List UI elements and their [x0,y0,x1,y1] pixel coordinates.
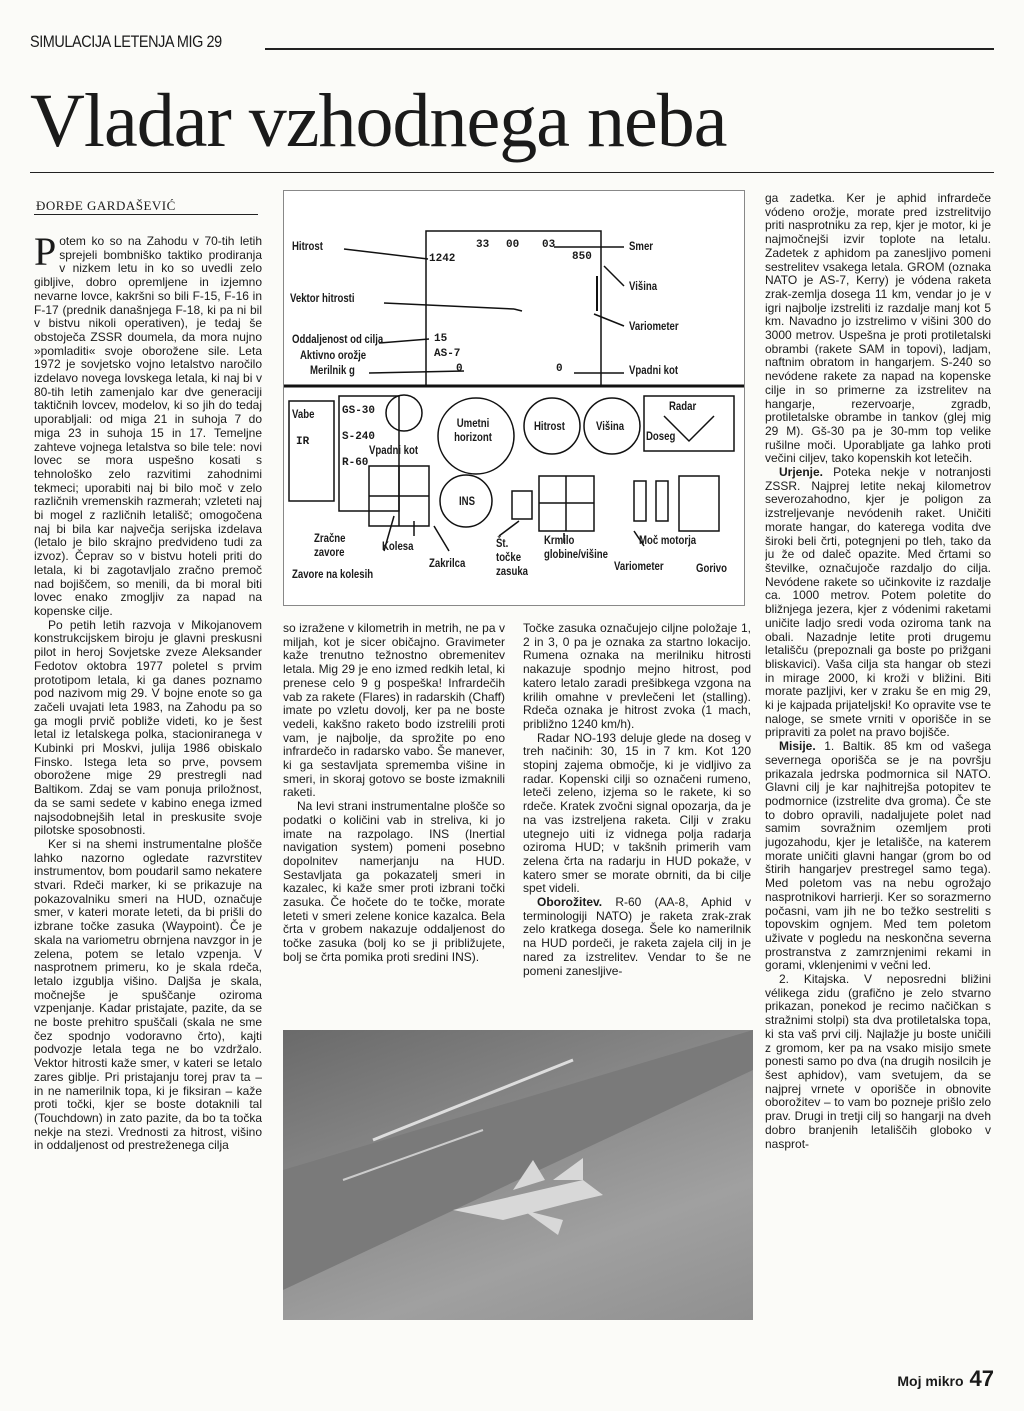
throttle-bar [656,481,668,521]
label-variometer: Variometer [629,319,679,333]
paragraph: Poteka nekje v notranjosti ZSSR. Najprej letite nekaj kilometrov severozahodno, kjer je poligon za izstreljevanje nevódenih raket. Uničiti morate hangar, do katerega vodita dve široki beli črti, potegnjeni po tleh, tako da ju že od daleč opazite. Med črtami so številke, označujoče razdaljo do cilja. Nevódene rakete so učinkovite iz razdalje ca. 1000 metrov. Potem poletite do bližnjega jezera, kjer z vódenimi raketami uničite ladjo sredi voda oziroma tank na obali. Nazadnje letite proti drugemu letališču (prepoznali ga boste po prižgani bliskavici). Vaša cilja sta hangar ob stezi in mirage 2000, ki kroži v bližini. Biti morate pazljivi, ker v zraku še en mig 29, ki je kajpada prijateljski! Ko opravite vse te naloge, se smete vrniti v oporišče in se pripraviti za polet na pravo bojišče. [765,465,991,740]
section-keyword: Oborožitev. [537,895,603,910]
fuel-gauge [679,476,719,531]
drop-cap: P [34,235,57,274]
velocity-vector [514,309,522,311]
label-smer: Smer [629,239,654,253]
label-tocke: Št. točke zasuka [496,536,529,578]
page-number: 47 [969,1366,994,1391]
column-3 [523,622,751,1024]
label-merilnik: Merilnik g [310,363,355,377]
label-zavore-kolesih: Zavore na kolesih [292,567,374,581]
hud-distance: 15 [434,333,448,345]
leader-line [369,371,464,373]
label-vektor: Vektor hitrosti [290,291,355,305]
leader-line [499,521,519,536]
label-vabe: Vabe [292,407,315,421]
label-radar: Radar [669,399,697,413]
column-4 [765,192,991,1332]
game-screenshot-photo [283,1030,753,1320]
hud-heading: 03 [542,239,556,251]
label-zracne: Zračne zavore [314,531,346,559]
paragraph: R-60 (AA-8, Aphid v terminologiji NATO) je raketa zrak-zrak zelo kratkega dosega. Šele ko namerilnik na HUD pordeči, je raketa zajela cilj in je nared za izstrelitev. Vendar to še ne pomeni zanesljive- [523,895,751,978]
leader-line [384,303,514,309]
label-visina: Višina [629,279,658,293]
throttle-bar [634,481,646,521]
leader-line [594,314,624,326]
label-moc: Moč motorja [639,533,697,547]
aoa-gauge [386,395,422,431]
label-vpadni: Vpadni kot [629,363,679,377]
paragraph: 2. Kitajska. V neposredni bližini vélikega zidu (grafično je zelo stvarno prikazan, ponekod je recimo načičkan s stražnimi stolpi) sta dva protiletalska topa, ki sta vaš prvi cilj. Najlažje ju boste uničili z gromom, ker pa na vsako misijo smete ponesti samo po dva (na drugih nosilcih je šest aphidov), vam svetujem, da se najprej vrnete v oporišče in obnovite oborožitev – to vam bo pozneje prišlo zelo prav. Drugi in tretji cilj so hangarji na dveh dobro branjenih letališčih globoko v nasprot- [765,972,991,1151]
column-1 [34,235,262,1325]
photo-svg [283,1030,753,1320]
label-ins: INS [459,494,476,508]
author-byline: ĐORĐE GARDAŠEVIĆ [36,198,176,213]
hud-g: 0 [456,363,463,375]
weapon-gs30: GS-30 [342,405,376,417]
label-krmilo: Krmilo globine/višine [544,533,609,561]
label-panel-hitrost: Hitrost [534,419,565,433]
label-zakrilca: Zakrilca [429,556,466,570]
lead-paragraph: otem ko so na Zahodu v 70-tih letih sprejeli bombniško taktiko prodiranja v nizkem letu in ko so uvedli zelo gibljive, dobro opremljene in izjemno nevarne lovce, kakršni so bili F-15, F-16 in F-17 (prednik današnjega F-18, ki pa ni bil v bistvu nikoli operativen), je tedaj še obstoječa ZSSR doumela, da mora nujno »pomladiti« svoje oborožene sile. Leta 1972 je sovjetsko vojno letalstvo naročilo izdelavo novega lovskega letala, ki naj bi v 80-tih letih zamenjalo kar dve generaciji taktičnih lovcev, modelov, ki so jih do tedaj uporabljali: od miga 21 in suhoja 7 do miga 23 in suhoja 15 in 17. Temeljne zahteve vojnega letalstva so bile tele: novi lovec se mora uspešno kosati s tehnološko zelo razvitimi zahodnimi tekmeci; uporabiti naj bi bilo moč v zelo različnih vremenskih razmerah; vzleteti naj bi mogel z različnih letališč; omogočena naj bi bila kar največja serijska izdelava (letalo je bilo skrajno predvideno tudi za izvoz). Čeprav so v bistvu hoteli priti do letala, ki bi zagotavljalo zračno premoč nad bojiščem, so menili, da bi moral biti lovec enako zmogljiv za napad na kopenske cilje. [34,235,262,618]
hud-heading: 33 [476,239,490,251]
cockpit-diagram [283,190,745,606]
paragraph: Na levi strani instrumentalne plošče so podatki o količini vab in streliva, ki jo imate na razpolago. INS (Inertial navigation system) pomeni posebno dopolnitev namerjanju na HUD. Sestavljata ga pokazatelj smeri in kazalec, ki kaže smer proti izbrani točki zasuka. Če hočete do te točke, morate leteti v smeri zelene konice kazalca. Bela črta v grobem nakazuje oddaljenost do točke zasuka (bolj ko se ji približujete, bolj se črta pomika proti sredini INS). [283,799,505,964]
leader-line [604,266,624,286]
paragraph: Radar NO-193 deluje glede na doseg v treh načinih: 30, 15 in 7 km. Kot 120 stopinj zajema območje, ki je vidljivo za radar. Kopenski cilji so označeni rumeno, leteči zeleno, izjema so le rakete, ki so rdeče. Kratek zvočni signal opozarja, da je na vas izstreljena raketa. Cilji v zraku utegnejo uiti iz vidnega polja radarja oziroma HUD; v takšnih primerih vam zelena črta na radarju in HUD pokaže, v katero smer se morate obrniti, da bi cilje spet videli. [523,730,751,896]
label-panel-variometer: Variometer [614,559,664,573]
article-title: Vladar vzhodnega neba [30,79,727,163]
hud-heading: 00 [506,239,520,251]
page-footer [897,1366,994,1392]
section-keyword: Misije. [779,739,816,754]
label-gorivo: Gorivo [696,561,727,575]
header-rule [265,48,994,50]
paragraph: 1. Baltik. 85 km od vašega severnega oporišča se je na površju prikazala jedrska podmornica sil NATO. Glavni cilj je kar najhitrejša potopitev te podmornice (izstrelite dva groma). Če ste to dobro opravili, nadaljujete polet nad samim sovražnim ozemljem proti jugozahodu, kjer je letališče, na katerem morate uničiti glavni hangar (grom bo od štirih hangarjev prestregel samo tega). Med poletom vas na nebu ogrožajo nasprotnikovi harrierji. Ker so sorazmerno počasni, vam jih ne bo težko sestreliti s topovskim ognjem. Med tem poletom uživate v pogledu na neskončna severna prostranstva z zamrznjenimi rekami in gorami, vklenjenimi v večni led. [765,739,991,973]
author-rule [34,214,258,215]
title-rule [30,172,994,173]
weapon-r60: R-60 [342,457,369,469]
label-panel-visina: Višina [596,419,625,433]
label-aktivno: Aktivno orožje [300,348,367,362]
running-header: SIMULACIJA LETENJA MIG 29 [30,32,222,51]
waypoint-box [512,491,532,519]
label-hitrost: Hitrost [292,239,323,253]
weapon-s240: S-240 [342,431,376,443]
label-oddaljenost: Oddaljenost od cilja [292,332,384,346]
column-2 [283,622,505,1024]
magazine-name: Moj mikro [897,1373,964,1389]
leader-line [344,249,428,259]
paragraph: Ker si na shemi instrumentalne plošče lahko nazorno ogledate razvrstitev instrumentov, bom poudaril samo nekatere stvari. Rdeči marker, ki se prikazuje na pokazovalniku smeri na HUD, označuje smer, v kateri morate leteti, da bi prišli do izbrane točke zasuka (Waypoint). Če je skala na variometru obrnjena navzgor in je zelena, potem se letalo vzpenja. V nasprotnem primeru, ko je skala rdeča, letalo izgublja višino. Daljša je skala, močnejše je spuščanje oziroma vzpenjanje. Kadar pristajate, pazite, da se ne boste prehitro spuščali (skala ne sme čez spodnjo vodoravno črto), kajti podvozje letala tega ne bo vzdržalo. Vektor hitrosti kaže smer, v kateri se letalo zares giblje. Pri pristajanju torej prav ta – in ne namerilnik topa, ki je fiksiran – kaže proti točki, kjer se boste dotaknili tal (Touchdown) in zato pazite, da bo ta točka nekje na stezi. Vrednosti za hitrost, višino in oddaljenost od prestreženega cilja [34,836,262,1153]
label-panel-vpadni: Vpadni kot [369,443,419,457]
hud-speed: 1242 [429,253,456,265]
paragraph: Točke zasuka označujejo ciljne položaje 1, 2 in 3, 0 pa je oznaka za startno lokacijo. Rumena oznaka na merilniku hitrosti nakazuje spodnjo mejno hitrost, pod katero letalo zaradi prešibkega vzgona na krilih omahne v prevlečeni let (stalling). Rdeča oznaka je hitrost zvoka (1 mach, približno 1240 km/h). [523,622,751,731]
paragraph: ga zadetka. Ker je aphid infrardeče vódeno orožje, morate pred izstrelitvijo priti nasprotniku za rep, kjer je motor, ki je najmočnejši izvir toplote na letalu. Zadetek z aphidom pa zanesljivo pomeni sestrelitev vsakega letala. GROM (oznaka NATO je AS-7, Kerry) je vódena raketa zrak-zemlja dosega 11 km, vendar jo je v igri najbolje izstreliti iz razdalje manj kot 5 km. Navadno jo izstrelimo v višini 300 do 3000 metrov. Uspešna je proti protiletalski obrambi (rakete SAM in topovi), ladjam, naftnim obratom in hangarjem. S-240 so nevódene rakete za napad na kopenske cilje in so primerne za izstrelitev na hangarje, rezervoarje, zgradb, protiletalske obrambe in tankov (glej mig 29 M). Gš-30 pa je 30-mm top velike rušilne moči. Uporabljate ga lahko proti večini ciljev, tako kopenskih kot letečih. [765,192,991,466]
label-umetni: Umetni horizont [454,416,492,444]
paragraph: Po petih letih razvoja v Mikojanovem konstrukcijskem biroju je glavni preskusni pilot in heroj Sovjetske zveze Aleksander Fedotov oktobra 1977 poletel s prvim prototipom letala, ki ga danes poznamo pod nazivom mig 29. V bojne enote so ga začeli uvajati leta 1983, na Zahodu pa so ga mogli prvič pobliže videti, ko je šest letal iz letalskega polka, stacioniranega v Kubinki pri Moskvi, julija 1986 obiskalo Finsko. Istega leta so prve, povsem oborožene mige 29 prestregli nad Baltikom. Zdaj se vam ponuja priložnost, da se sami sedete v kabino enega izmed najsodobnejših letal in preskusite svoje pilotske sposobnosti. [34,617,262,838]
leader-line [379,339,429,343]
label-doseg: Doseg [646,429,676,443]
leader-line [434,526,449,551]
hud-altitude: 850 [572,251,592,263]
runway [283,1030,753,1290]
hud-aoa: 0 [556,363,563,375]
label-ir: IR [296,436,310,448]
section-keyword: Urjenje. [779,465,824,480]
label-kolesa: Kolesa [382,539,414,553]
hud-weapon: AS-7 [434,348,461,360]
paragraph: so izražene v kilometrih in metrih, ne pa v miljah, kot je sicer običajno. Gravimeter kaže trenutno težnostno obremenitev letala. Mig 29 je eno izmed redkih letal, ki prenese celo 9 g pospeška! Infrardečih vab za rakete (Flares) in radarskih (Chaff) imate po vzletu dovolj, ker pa ne boste vedeli, kakšno raketo bodo izstrelili proti vam, je najbolje, da sprožite po eno infrardečo in radarsko vabo. Še manever, ki ga sestavljata sprememba višine in smeri, in skoraj gotovo se boste izmaknili raketi. [283,622,505,800]
